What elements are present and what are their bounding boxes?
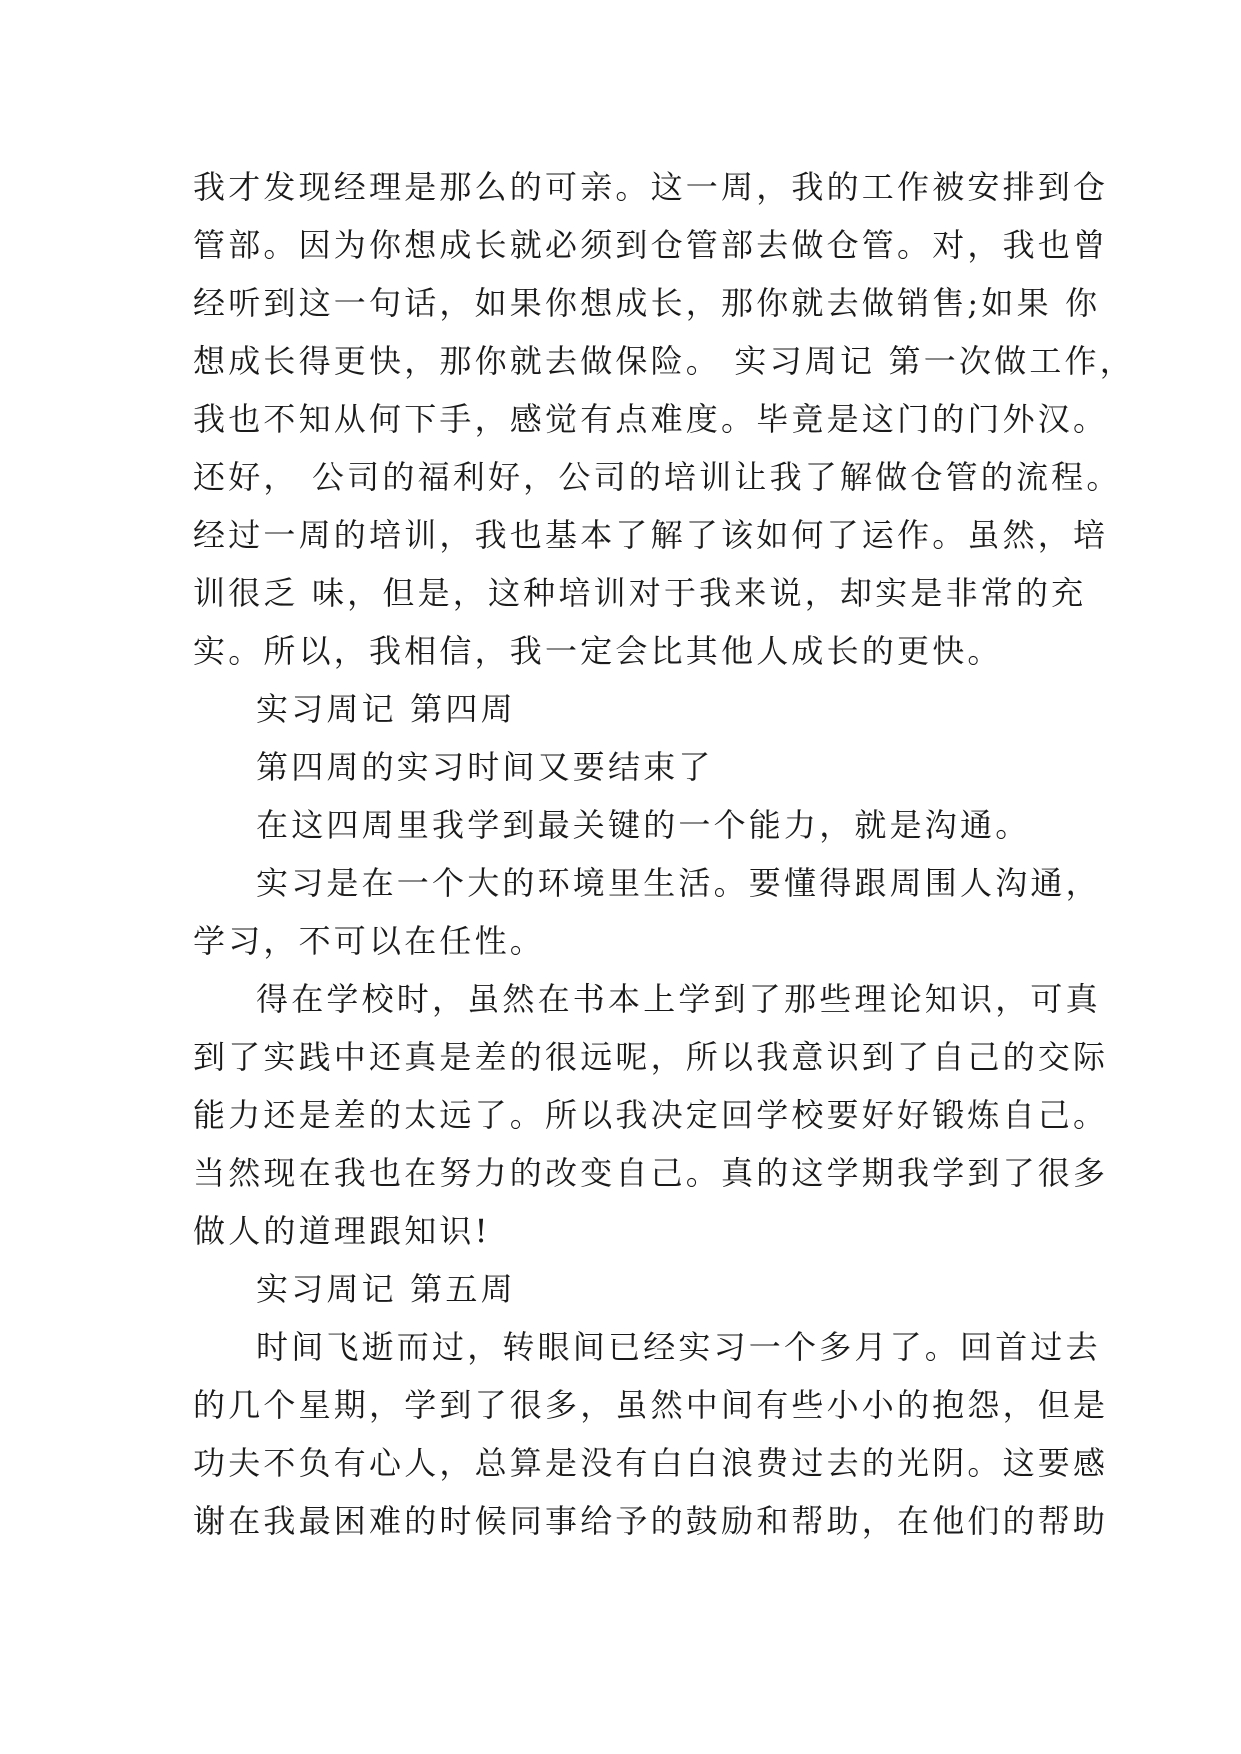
text-line: 得在学校时，虽然在书本上学到了那些理论知识，可真 xyxy=(256,980,1101,1018)
text-line: 时间飞逝而过，转眼间已经实习一个多月了。回首过去 xyxy=(256,1328,1101,1366)
text-line: 谢在我最困难的时候同事给予的鼓励和帮助，在他们的帮助 xyxy=(193,1502,1109,1540)
text-line: 我才发现经理是那么的可亲。这一周，我的工作被安排到仓 xyxy=(193,168,1109,206)
text-line: 我也不知从何下手，感觉有点难度。毕竟是这门的门外汉。 xyxy=(193,400,1109,438)
text-line: 当然现在我也在努力的改变自己。真的这学期我学到了很多 xyxy=(193,1154,1109,1192)
text-line: 功夫不负有心人，总算是没有白白浪费过去的光阴。这要感 xyxy=(193,1444,1109,1482)
section-heading-week-4: 实习周记 第四周 xyxy=(256,690,516,728)
text-line: 经过一周的培训，我也基本了解了该如何了运作。虽然，培 xyxy=(193,516,1109,554)
text-line: 学习，不可以在任性。 xyxy=(193,922,546,960)
text-line: 还好， 公司的福利好，公司的培训让我了解做仓管的流程。 xyxy=(193,458,1122,496)
text-line: 实。所以，我相信，我一定会比其他人成长的更快。 xyxy=(193,632,1003,670)
text-line: 想成长得更快，那你就去做保险。 实习周记 第一次做工作， xyxy=(193,342,1135,380)
text-line: 实习是在一个大的环境里生活。要懂得跟周围人沟通， xyxy=(256,864,1101,902)
text-line: 的几个星期，学到了很多，虽然中间有些小小的抱怨，但是 xyxy=(193,1386,1109,1424)
text-line: 经听到这一句话，如果你想成长，那你就去做销售;如果 你 xyxy=(193,284,1101,322)
text-line: 到了实践中还真是差的很远呢，所以我意识到了自己的交际 xyxy=(193,1038,1109,1076)
text-line: 做人的道理跟知识! xyxy=(193,1212,491,1250)
text-line: 第四周的实习时间又要结束了 xyxy=(256,748,714,786)
section-heading-week-5: 实习周记 第五周 xyxy=(256,1270,516,1308)
text-line: 训很乏 味，但是，这种培训对于我来说，却实是非常的充 xyxy=(193,574,1087,612)
text-line: 能力还是差的太远了。所以我决定回学校要好好锻炼自己。 xyxy=(193,1096,1109,1134)
text-line: 在这四周里我学到最关键的一个能力，就是沟通。 xyxy=(256,806,1031,844)
text-line: 管部。因为你想成长就必须到仓管部去做仓管。对，我也曾 xyxy=(193,226,1109,264)
